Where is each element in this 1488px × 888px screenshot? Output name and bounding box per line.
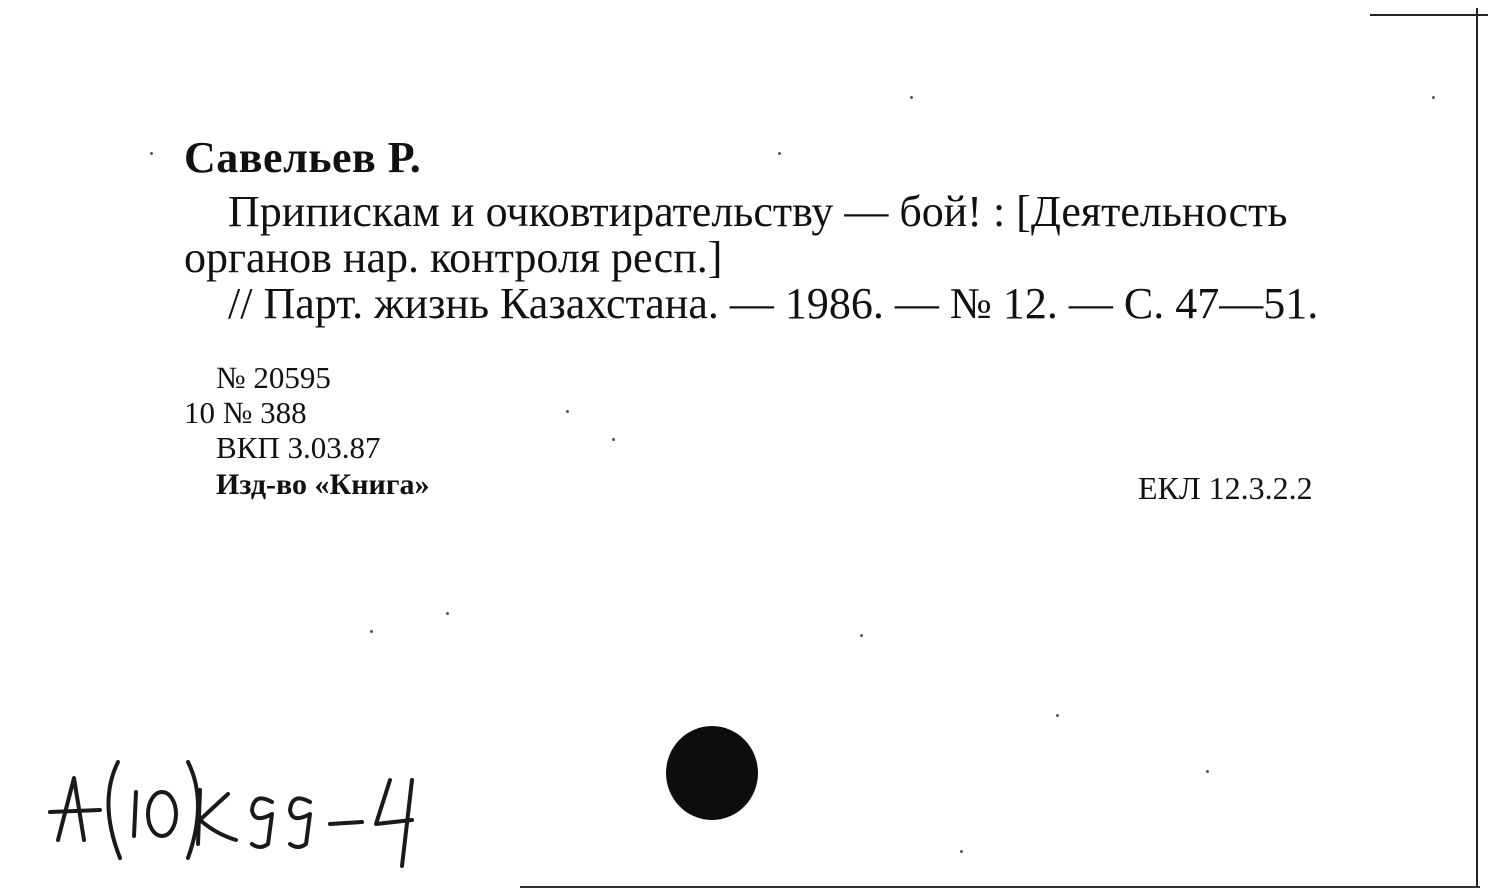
- scan-speck: [446, 612, 449, 615]
- card-right-edge: [1476, 8, 1478, 886]
- card-top-edge: [1370, 0, 1488, 16]
- scan-speck: [566, 410, 569, 413]
- source-line: // Парт. жизнь Казахстана. — 1986. — № 12. — С. 47—51.: [228, 279, 1319, 328]
- title-line-1: Припискам и очковтирательству — бой! : [Деятельность: [228, 187, 1288, 236]
- title-line-2: органов нар. контроля респ.]: [184, 233, 723, 282]
- scan-speck: [370, 630, 373, 633]
- publisher: Изд-во «Книга»: [216, 468, 430, 501]
- scan-speck: [860, 634, 863, 637]
- scan-speck: [778, 152, 781, 155]
- scan-speck: [1432, 96, 1435, 99]
- author-name: Савельев Р.: [184, 133, 422, 182]
- scan-speck: [960, 850, 963, 853]
- ekl-code: ЕКЛ 12.3.2.2: [1138, 470, 1313, 506]
- scan-speck: [150, 152, 153, 155]
- scan-speck: [612, 438, 615, 441]
- copy-number: 10 № 388: [184, 395, 307, 430]
- record-number: № 20595: [216, 360, 331, 395]
- handwritten-shelf-code: [40, 740, 440, 870]
- vkp-date: ВКП 3.03.87: [216, 430, 381, 465]
- scan-speck: [1206, 770, 1209, 773]
- punch-hole: [666, 726, 758, 820]
- scan-speck: [910, 96, 913, 99]
- scan-speck: [1056, 714, 1059, 717]
